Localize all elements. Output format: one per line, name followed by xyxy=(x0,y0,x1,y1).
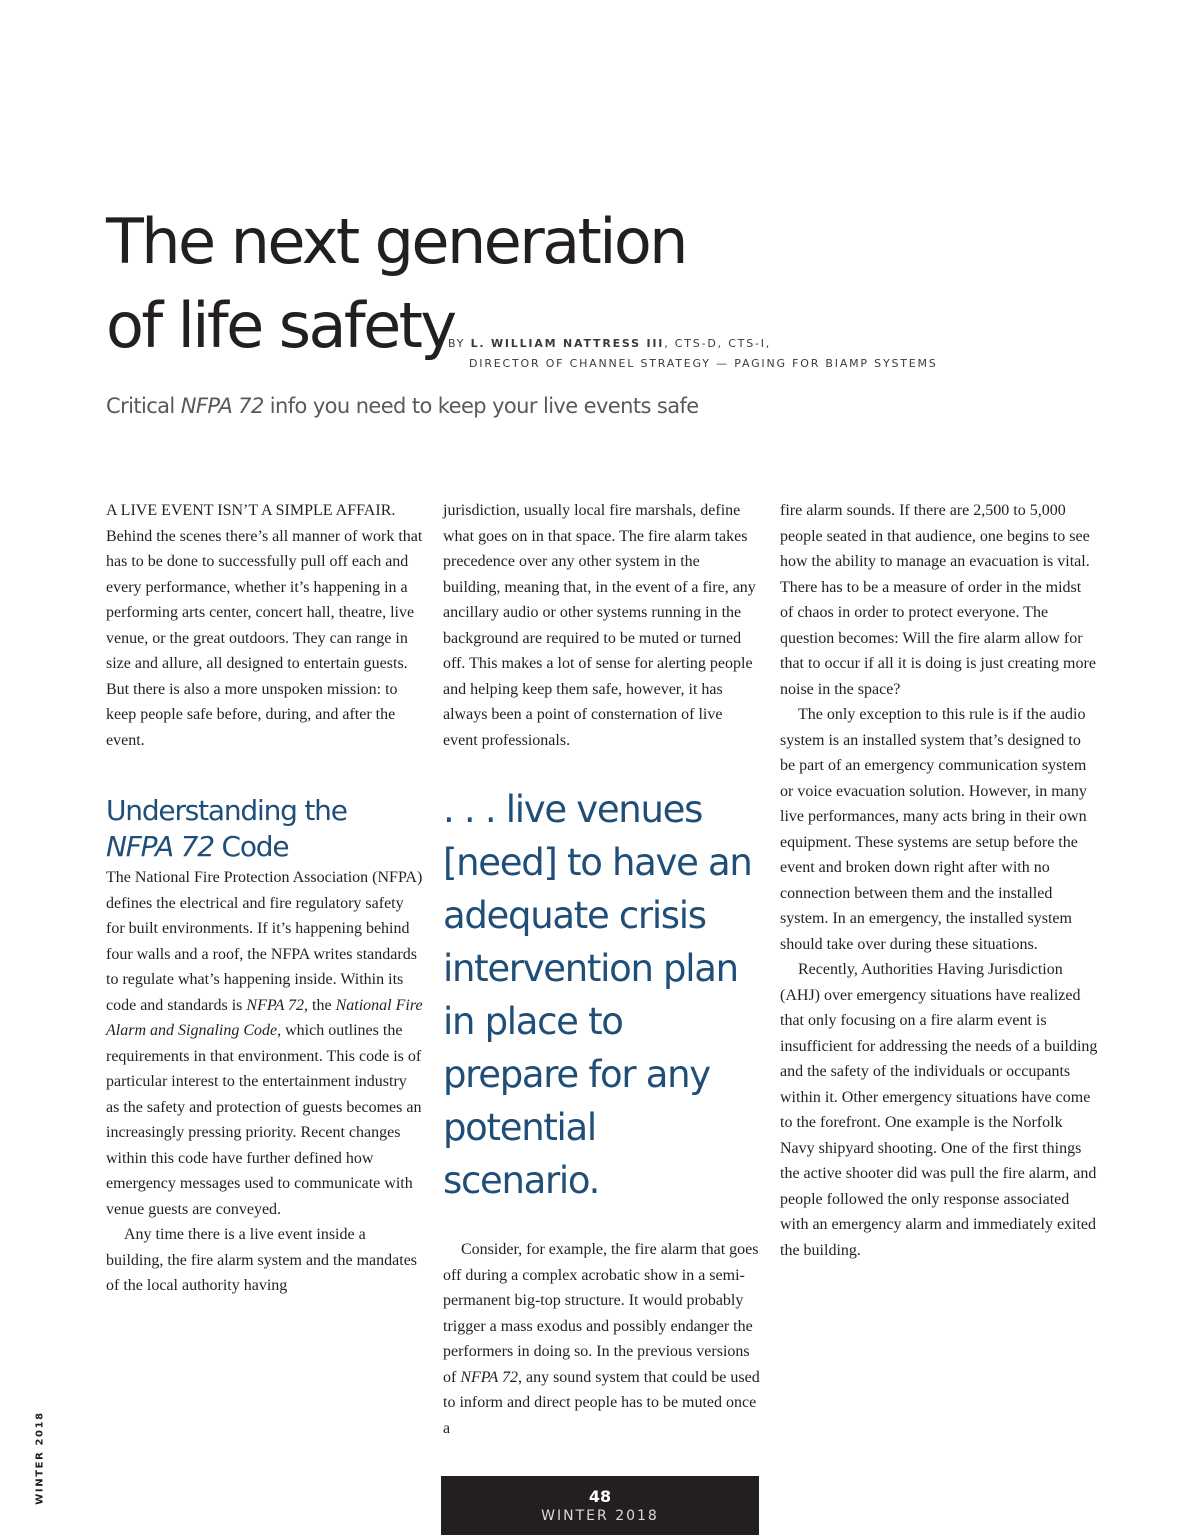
page-number: 48 xyxy=(588,1487,612,1506)
author-credentials: , CTS-D, CTS-I, xyxy=(664,337,772,350)
byline xyxy=(448,334,938,374)
body-paragraph xyxy=(106,865,424,1222)
pull-quote: . . . live venues [need] to have an adequate crisis intervention plan in place to prepare for any potential scenario. xyxy=(443,788,752,1202)
body-paragraph: Recently, Authorities Having Jurisdiction (AHJ) over emergency situations have realized that only focusing on a fire alarm event is insufficient for addressing the needs of a building and the safety of the individuals or occupants within it. Other emergency situations have come to the forefront. One example is the Norfolk Navy shipyard shooting. One of the first things the active shooter did was pull the fire alarm, and people followed the only response associated with an emergency alarm and immediately exited the building. xyxy=(780,961,1098,1259)
italic-run: NFPA 72 xyxy=(246,996,305,1014)
section-heading-line-1: Understanding the xyxy=(106,794,347,827)
byline-by: BY xyxy=(448,337,471,350)
subtitle-post: info you need to keep your live events safe xyxy=(263,394,699,418)
subtitle-pre: Critical xyxy=(106,394,181,418)
intro-paragraph: A LIVE EVENT ISN’T A SIMPLE AFFAIR. Behind the scenes there’s all manner of work that has to be done to successfully pull off each and every performance, whether it’s happening in a performing arts center, concert hall, theatre, live venue, or the great outdoors. They can range in size and allure, all designed to entertain guests. But there is also a more unspoken mission: to keep people safe before, during, and after the event. xyxy=(106,502,423,749)
text-run: Consider, for example, the fire alarm that goes off during a complex acrobatic show in a semi-permanent big-top structure. It would probably trigger a mass exodus and possibly endanger the performers in doing so. In the previous versions of xyxy=(443,1241,759,1386)
column-3 xyxy=(780,498,1098,1263)
column-2 xyxy=(443,498,761,1441)
title-line-2: of life safety xyxy=(106,289,455,362)
page-footer xyxy=(441,1476,759,1535)
author-name: L. WILLIAM NATTRESS III xyxy=(470,337,665,350)
body-paragraph: The only exception to this rule is if the audio system is an installed system that’s designed to be part of an emergency communication system or voice evacuation solution. However, in many live performances, many acts bring in their own equipment. These systems are setup before the event and broken down right after with no connection between them and the installed system. In an emergency, the installed system should take over during these situations. xyxy=(780,706,1087,953)
section-heading-rest: Code xyxy=(213,830,289,863)
body-paragraph: Any time there is a live event inside a building, the fire alarm system and the mandates of the local authority having xyxy=(106,1226,418,1294)
article-subtitle xyxy=(106,394,699,418)
body-paragraph xyxy=(443,1237,761,1441)
subtitle-italic: NFPA 72 xyxy=(180,394,264,418)
author-role: DIRECTOR OF CHANNEL STRATEGY — PAGING FOR BIAMP SYSTEMS xyxy=(469,357,938,370)
text-run: , which outlines the requirements in that environment. This code is of particular interest to the entertainment industry as the safety and protection of guests becomes an increasingly pressing priority. Recent changes within this code have further defined how emergency messages used to communicate with venue guests are conveyed. xyxy=(106,1022,422,1218)
section-heading xyxy=(106,793,424,865)
italic-run: National Fire Alarm and Signaling Code xyxy=(106,996,423,1039)
text-run: , any sound system that could be used to inform and direct people has to be muted once a xyxy=(443,1368,760,1437)
body-paragraph: fire alarm sounds. If there are 2,500 to 5,000 people seated in that audience, one begins to see how the ability to manage an evacuation is vital. There has to be a measure of order in the midst of chaos in order to protect everyone. The question becomes: Will the fire alarm allow for that to occur if all it is doing is just creating more noise in the space? xyxy=(780,502,1096,698)
body-paragraph: jurisdiction, usually local fire marshals, define what goes on in that space. The fire alarm takes precedence over any other system in the building, meaning that, in the event of a fire, any ancillary audio or other systems running in the background are required to be muted or turned off. This makes a lot of sense for alerting people and helping keep them safe, however, it has always been a point of consternation of live event professionals. xyxy=(443,502,756,749)
side-issue-label: WINTER 2018 xyxy=(34,1411,46,1505)
title-line-1: The next generation xyxy=(106,205,686,278)
text-run: , the xyxy=(304,996,336,1014)
italic-run: NFPA 72 xyxy=(460,1368,518,1386)
column-1 xyxy=(106,498,424,1299)
text-run: The National Fire Protection Association (NFPA) defines the electrical and fire regulatory safety for built environments. If it’s happening behind four walls and a roof, the NFPA writes standards to regulate what’s happening inside. Within its code and standards is xyxy=(106,869,423,1014)
footer-issue: WINTER 2018 xyxy=(541,1508,659,1524)
section-heading-italic: NFPA 72 xyxy=(106,830,214,863)
